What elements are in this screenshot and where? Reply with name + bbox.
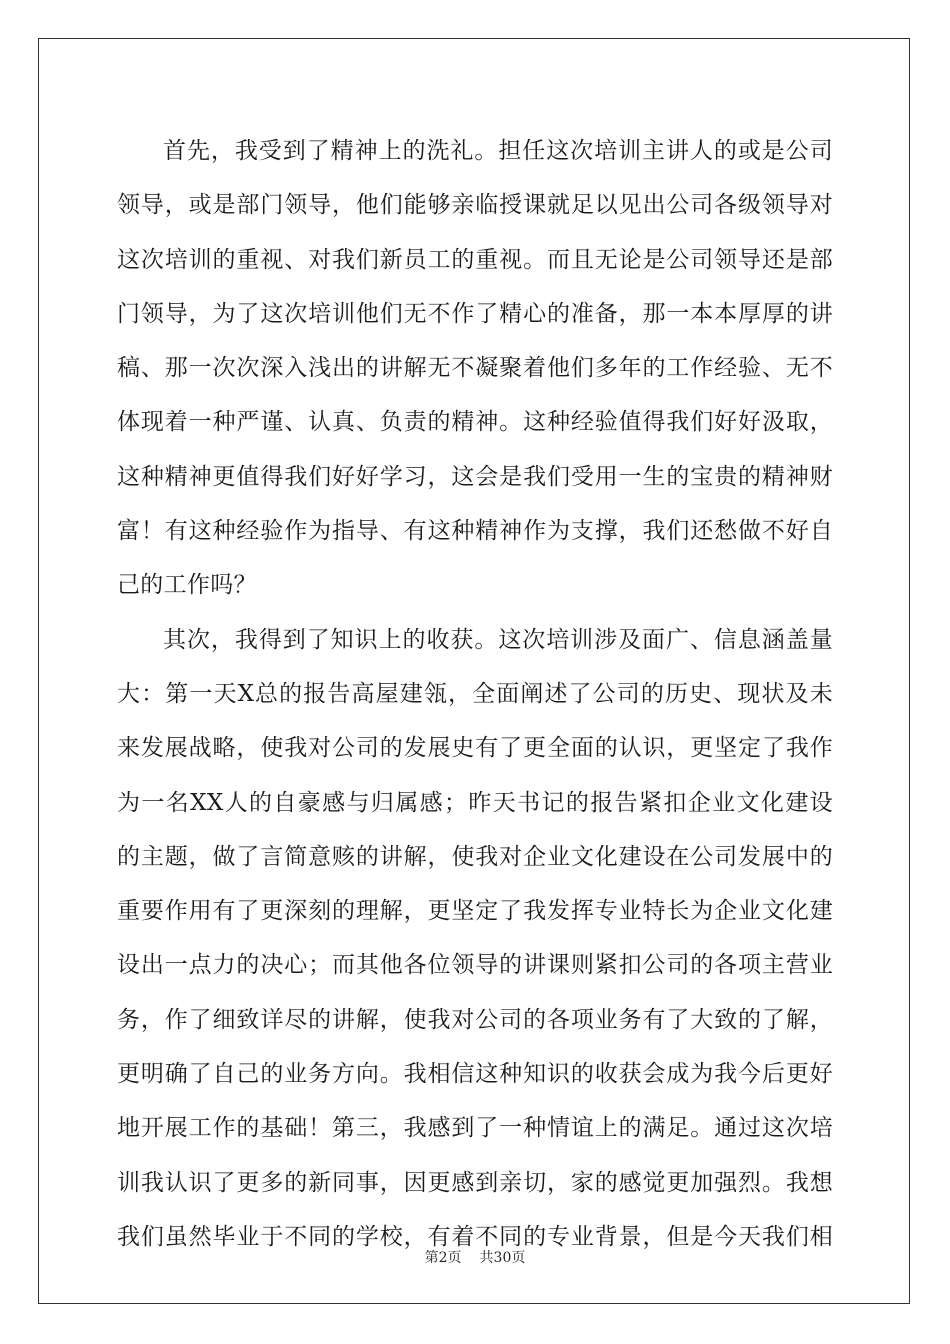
text-line: 为一名XX人的自豪感与归属感；昨天书记的报告紧扣企业文化建设 bbox=[117, 789, 833, 816]
text-line: 更明确了自己的业务方向。我相信这种知识的收获会成为我今后更好 bbox=[117, 1061, 833, 1088]
document-body bbox=[117, 124, 833, 1264]
text-line: 体现着一种严谨、认真、负责的精神。这种经验值得我们好好汲取， bbox=[117, 409, 833, 436]
text-line: 门领导，为了这次培训他们无不作了精心的准备，那一本本厚厚的讲 bbox=[117, 300, 833, 327]
text-line: 这次培训的重视、对我们新员工的重视。而且无论是公司领导还是部 bbox=[117, 246, 833, 273]
text-line: 务，作了细致详尽的讲解，使我对公司的各项业务有了大致的了解， bbox=[117, 1006, 833, 1033]
text-line: 大：第一天X总的报告高屋建瓴，全面阐述了公司的历史、现状及未 bbox=[117, 680, 833, 707]
page-footer bbox=[0, 1247, 950, 1267]
text-line: 的主题，做了言简意赅的讲解，使我对企业文化建设在公司发展中的 bbox=[117, 843, 833, 870]
text-line: 富！有这种经验作为指导、有这种精神作为支撑，我们还愁做不好自 bbox=[117, 518, 833, 545]
text-line: 地开展工作的基础！第三，我感到了一种情谊上的满足。通过这次培 bbox=[117, 1115, 833, 1142]
text-line: 设出一点力的决心；而其他各位领导的讲课则紧扣公司的各项主营业 bbox=[117, 952, 833, 979]
text-line: 领导，或是部门领导，他们能够亲临授课就足以见出公司各级领导对 bbox=[117, 192, 833, 219]
page-total: 共30页 bbox=[479, 1250, 526, 1266]
text-line: 其次，我得到了知识上的收获。这次培训涉及面广、信息涵盖量 bbox=[163, 626, 833, 653]
text-line: 己的工作吗？ bbox=[117, 572, 257, 599]
text-line: 首先，我受到了精神上的洗礼。担任这次培训主讲人的或是公司 bbox=[163, 138, 833, 164]
page-number: 第2页 bbox=[424, 1250, 462, 1266]
text-line: 重要作用有了更深刻的理解，更坚定了我发挥专业特长为企业文化建 bbox=[117, 898, 833, 925]
text-line: 我们虽然毕业于不同的学校，有着不同的专业背景，但是今天我们相 bbox=[117, 1223, 833, 1250]
text-line: 这种精神更值得我们好好学习，这会是我们受用一生的宝贵的精神财 bbox=[117, 463, 833, 490]
text-line: 稿、那一次次深入浅出的讲解无不凝聚着他们多年的工作经验、无不 bbox=[117, 355, 833, 382]
text-line: 训我认识了更多的新同事，因更感到亲切，家的感觉更加强烈。我想 bbox=[117, 1169, 833, 1196]
text-line: 来发展战略，使我对公司的发展史有了更全面的认识，更坚定了我作 bbox=[117, 735, 833, 762]
